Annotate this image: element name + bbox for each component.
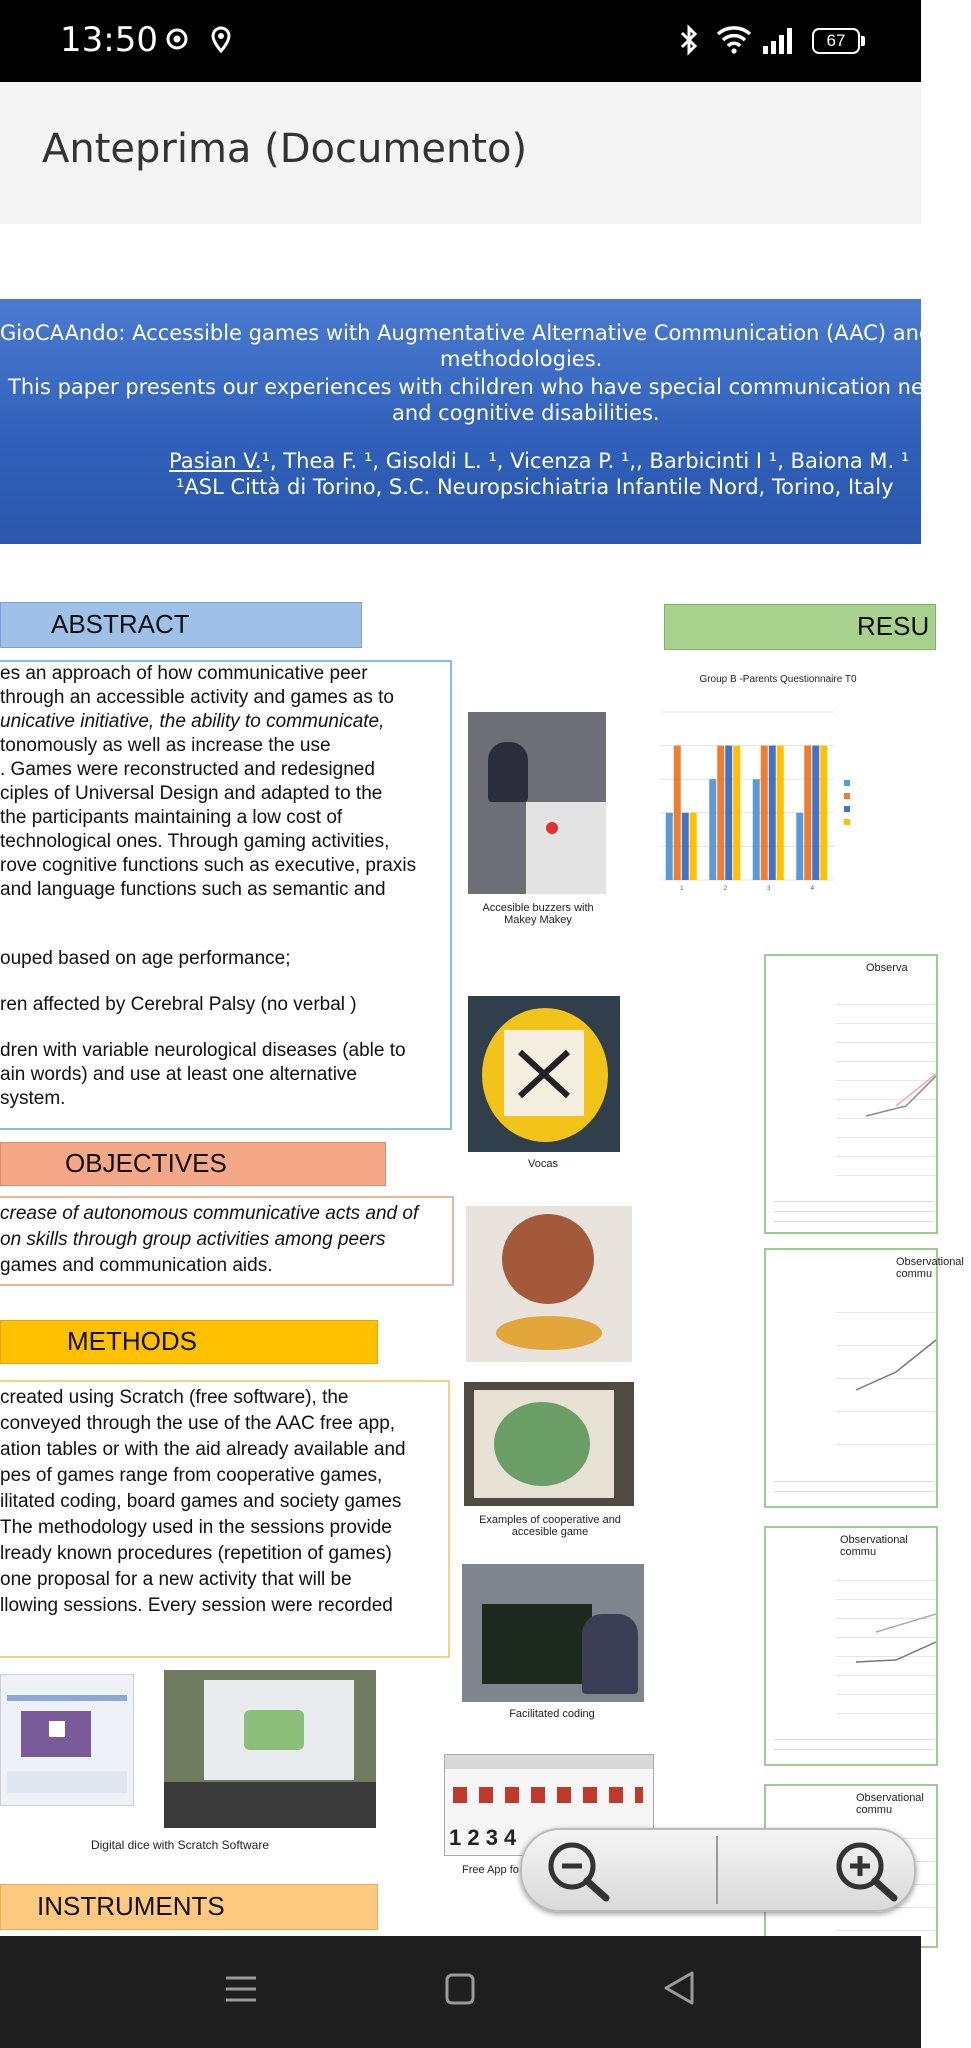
objectives-header bbox=[0, 1142, 386, 1186]
abstract-line: unicative initiative, the ability to communicate, bbox=[0, 711, 385, 732]
zoom-in-button[interactable] bbox=[718, 1830, 914, 1910]
abstract-line: rove cognitive functions such as executive, praxis bbox=[0, 855, 417, 876]
chart-bar bbox=[820, 746, 827, 880]
chart-x-tick: 4 bbox=[810, 886, 814, 892]
chart-bar bbox=[717, 746, 724, 880]
chart-legend-swatch bbox=[844, 806, 850, 812]
observation-chart-title: Observational commu bbox=[840, 1534, 908, 1558]
banner-subtitle-line1: This paper presents our experiences with children who have special communication needs bbox=[8, 375, 962, 399]
status-bar bbox=[0, 0, 921, 82]
chart-legend-swatch bbox=[844, 780, 850, 786]
caption-cooperative: Examples of cooperative and accesible game bbox=[479, 1514, 621, 1538]
chart-x-tick: 2 bbox=[723, 886, 727, 892]
coding-photo bbox=[462, 1564, 644, 1702]
observation-line-2 bbox=[836, 1280, 936, 1460]
chart-bar bbox=[769, 746, 776, 880]
status-time: 13:50 bbox=[60, 20, 158, 60]
keypad-digits: 1 2 3 4 bbox=[449, 1825, 517, 1850]
methods-line: ilitated coding, board games and society games bbox=[0, 1491, 402, 1512]
observation-chart-title: Observa bbox=[866, 962, 908, 974]
abstract-line: tonomously as well as increase the use bbox=[0, 735, 331, 756]
banner-subtitle-line2: and cognitive disabilities. bbox=[392, 401, 660, 425]
chart-bar bbox=[666, 813, 673, 880]
zoom-out-icon bbox=[544, 1838, 614, 1904]
objectives-line: on skills through group activities among peers bbox=[0, 1229, 386, 1250]
banner-first-author: Pasian V. bbox=[169, 449, 262, 473]
page-title: Anteprima (Documento) bbox=[42, 126, 528, 172]
observation-chart-1 bbox=[764, 954, 938, 1234]
wifi-icon bbox=[716, 24, 752, 54]
chart-bar bbox=[777, 746, 784, 880]
chart-bar bbox=[690, 813, 697, 880]
battery-indicator: 67 bbox=[812, 28, 860, 54]
objectives-line: games and communication aids. bbox=[0, 1255, 273, 1276]
navigation-bar bbox=[0, 1936, 921, 2048]
abstract-line: ain words) and use at least one alternative bbox=[0, 1064, 357, 1085]
home-icon[interactable] bbox=[444, 1972, 476, 2006]
observation-chart-title: Observational commu bbox=[856, 1792, 924, 1816]
abstract-header bbox=[0, 602, 362, 648]
abstract-line: ciples of Universal Design and adapted to the bbox=[0, 783, 383, 804]
back-icon[interactable] bbox=[662, 1970, 696, 2006]
methods-header bbox=[0, 1320, 378, 1364]
chart-title: Group B -Parents Questionnaire T0 bbox=[699, 674, 857, 685]
classroom-photo bbox=[164, 1670, 376, 1828]
methods-line: llowing sessions. Every session were recorded bbox=[0, 1595, 393, 1616]
signal-icon bbox=[762, 26, 798, 54]
poster-banner bbox=[0, 299, 971, 544]
abstract-line: ouped based on age performance; bbox=[0, 948, 291, 969]
abstract-line: through an accessible activity and games as to bbox=[0, 687, 394, 708]
caption-free-app: Free App fo bbox=[462, 1864, 519, 1876]
instruments-heading: INSTRUMENTS bbox=[37, 1891, 225, 1921]
chart-bar bbox=[709, 779, 716, 880]
abstract-heading: ABSTRACT bbox=[51, 609, 190, 639]
banner-other-authors: ¹, Thea F. ¹, Gisoldi L. ¹, Vicenza P. ¹,, Barbicinti I ¹, Baiona M. ¹ bbox=[261, 449, 910, 473]
buzzers-photo bbox=[468, 712, 606, 894]
chart-bar bbox=[674, 746, 681, 880]
abstract-line: . Games were reconstructed and redesigned bbox=[0, 759, 375, 780]
chart-bar bbox=[804, 746, 811, 880]
methods-line: pes of games range from cooperative games, bbox=[0, 1465, 383, 1486]
menu-icon[interactable] bbox=[224, 1972, 258, 2006]
caption-scratch: Digital dice with Scratch Software bbox=[90, 1838, 270, 1852]
zoom-control bbox=[520, 1828, 916, 1912]
chart-bar bbox=[761, 746, 768, 880]
observation-chart-3 bbox=[764, 1526, 938, 1766]
chart-legend-swatch bbox=[844, 819, 850, 825]
banner-title-line1: GioCAAndo: Accessible games with Augmentative Alternative Communication (AAC) and dig bbox=[0, 321, 971, 345]
objectives-line: crease of autonomous communicative acts and of bbox=[0, 1203, 419, 1224]
abstract-line: and language functions such as semantic and bbox=[0, 879, 386, 900]
banner-title-line2: methodologies. bbox=[440, 347, 603, 371]
banner-authors bbox=[169, 449, 909, 473]
zoom-in-icon bbox=[832, 1838, 902, 1904]
pizza-game-photo bbox=[466, 1206, 632, 1362]
crossed-arms-symbol bbox=[514, 1046, 574, 1102]
cooperative-game-photo bbox=[464, 1382, 634, 1506]
observation-line-1 bbox=[836, 986, 936, 1186]
abstract-line: es an approach of how communicative peer bbox=[0, 663, 368, 684]
instruments-header bbox=[0, 1884, 378, 1930]
bluetooth-icon bbox=[678, 24, 700, 56]
caption-buzzers: Accesible buzzers with Makey Makey bbox=[482, 902, 594, 926]
caption-vocas: Vocas bbox=[528, 1158, 558, 1170]
methods-line: ation tables or with the aid already available and bbox=[0, 1439, 406, 1460]
methods-line: conveyed through the use of the AAC free app, bbox=[0, 1413, 396, 1434]
methods-heading: METHODS bbox=[67, 1326, 197, 1356]
chart-x-tick: 1 bbox=[680, 886, 684, 892]
observation-line-3 bbox=[836, 1562, 936, 1722]
bar-chart-svg bbox=[638, 668, 928, 896]
chart-bar bbox=[812, 746, 819, 880]
abstract-line: technological ones. Through gaming activities, bbox=[0, 831, 390, 852]
location-icon bbox=[210, 26, 232, 54]
chart-legend-swatch bbox=[844, 793, 850, 799]
chart-bar bbox=[725, 746, 732, 880]
observation-chart-title: Observational commu bbox=[896, 1256, 964, 1280]
methods-line: The methodology used in the sessions provide bbox=[0, 1517, 392, 1538]
banner-affiliation: ¹ASL Città di Torino, S.C. Neuropsichiatria Infantile Nord, Torino, Italy bbox=[176, 475, 894, 499]
parents-questionnaire-chart bbox=[638, 668, 928, 896]
abstract-line: system. bbox=[0, 1088, 66, 1109]
results-header bbox=[664, 604, 936, 650]
app-bar bbox=[0, 82, 921, 224]
chart-bar bbox=[796, 813, 803, 880]
abstract-line: dren with variable neurological diseases (able to bbox=[0, 1040, 406, 1061]
results-heading: RESU bbox=[857, 611, 930, 641]
methods-line: lready known procedures (repetition of games) bbox=[0, 1543, 392, 1564]
chart-bar bbox=[753, 779, 760, 880]
abstract-line: the participants maintaining a low cost of bbox=[0, 807, 343, 828]
chart-bar bbox=[733, 746, 740, 880]
abstract-line: ren affected by Cerebral Palsy (no verbal ) bbox=[0, 994, 357, 1015]
nfc-icon bbox=[164, 26, 190, 52]
methods-line: created using Scratch (free software), the bbox=[0, 1387, 349, 1408]
observation-chart-2 bbox=[764, 1248, 964, 1508]
zoom-out-button[interactable] bbox=[522, 1830, 716, 1910]
objectives-heading: OBJECTIVES bbox=[65, 1148, 227, 1178]
document-preview[interactable] bbox=[0, 224, 971, 1936]
methods-line: one proposal for a new activity that will be bbox=[0, 1569, 352, 1590]
chart-bar bbox=[682, 813, 689, 880]
vocas-photo bbox=[468, 996, 620, 1152]
caption-coding: Facilitated coding bbox=[509, 1708, 595, 1720]
scratch-screenshot bbox=[0, 1674, 134, 1806]
chart-x-tick: 3 bbox=[767, 886, 771, 892]
